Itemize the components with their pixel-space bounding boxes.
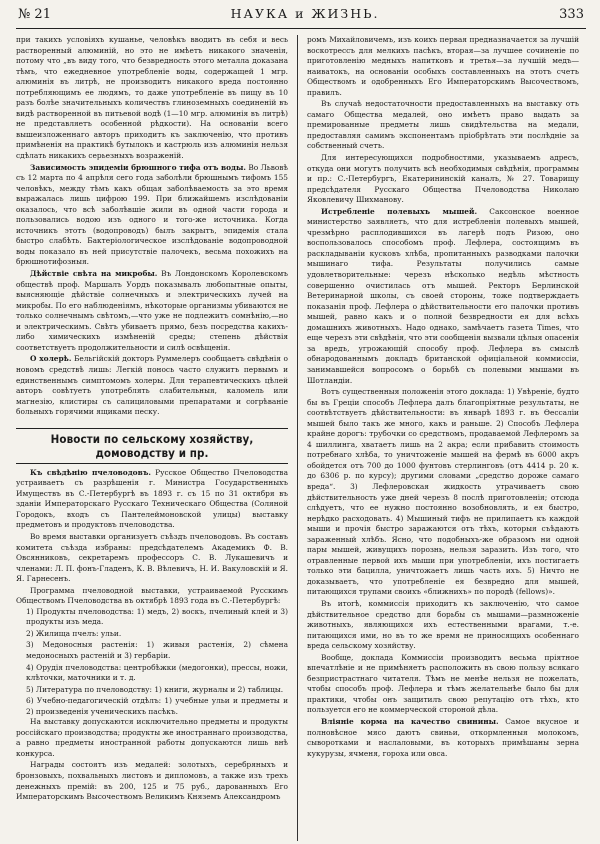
list-item: 6) Учебно-педагогическій отдѣлъ: 1) учебные ульи и предметы и 2) произведенія ученическихъ пасѣкъ. (26, 696, 288, 716)
article-heading: Дѣйствіе свѣта на микробы. (30, 269, 158, 279)
article-body: Самое вкусное и полновѣсное мясо даютъ свиньи, откормленныя молокомъ, сыворотками и наслаловыми, въ которыхъ примѣшаны зерна кукурузы, ячменя, гороха или овса. (307, 717, 579, 758)
exhibition-program-list (16, 607, 288, 717)
article-body: Русское Общество Пчеловодства устраиваетъ съ разрѣшенія г. Министра Государственныхъ Имуществъ въ С.-Петербургѣ въ 1893 г. съ 15 по 31 октября въ зданіи Императорскаго Русскаго Техническаго Общества (Соляной Городокъ, входъ съ Пантелеймоновской улицы) выставку предметовъ и продуктовъ пчеловодства. (16, 467, 288, 530)
article-field-mice (307, 207, 579, 386)
article-light-microbes (16, 269, 288, 353)
paragraph: Вообще, доклада Коммиссіи производитъ весьма пріятное впечатлѣніе и не примѣняетъ расположить въ свою пользу всякаго безпристрастнаго читателя. Тѣмъ не менѣе нельзя не пожелать, чтобы способъ проф. Лефлера и тѣмъ желательнѣе было бы для практики, чтобы онъ защитилъ свою репутацію отъ тѣхъ, кто пользуется его не коммерческой стороной дѣла. (307, 652, 579, 715)
left-column (16, 35, 288, 841)
article-beekeepers (16, 468, 288, 531)
article-body: Бельгійскій докторъ Руммелеръ сообщаетъ свѣдѣнія о новомъ средствѣ лишь: Легкій понось часто служитъ первымъ и единственнымъ симптомомъ холеры. Для терапевтическихъ цѣлей авторъ совѣтуетъ употреблять слабительныя, каломель или магнезію, клистиры съ салициловыми препаратами и согрѣваніе больныхъ горячими ящиками песку. (16, 354, 288, 417)
paragraph: Программа пчеловодной выставки, устраиваемой Русскимъ Обществомъ Пчеловодства въ октябрѣ 1893 года въ С.-Петербургѣ: (16, 585, 288, 606)
page-number: 333 (559, 7, 584, 22)
column-divider (297, 35, 298, 841)
article-body: Во Львовѣ съ 12 марта по 4 апрѣля сего года заболѣли брюшнымъ тифомъ 155 человѣкъ, между тѣмъ какъ общая заболѣваемость за это время выражалась лишь цифрою 199. При ближайшемъ изслѣдованіи оказалось, что всѣ заболѣвшіе жили въ одной части города и пользовались водою изъ одного и того-же источника. Когда источникъ этотъ (водопроводъ) былъ закрытъ, эпидемія стала быстро слабѣть. Бактеріологическое изслѣдованіе водопроводной воды показало въ ней присутствіе палочекъ, весьма похожихъ на брюшнотифозныя. (16, 162, 288, 267)
columns (16, 35, 586, 841)
article-heading: Вліяніе корма на качество свинины. (321, 717, 499, 726)
paragraph: при такихъ условіяхъ кушанье, человѣкъ вводитъ въ себя и весь растворенный алюминій, но это не имѣетъ никакого значенія, потому что „въ виду того, что безвредность этого металла доказана тѣмъ, что ежедневное употребленіе воды, содержащей 1 мгр. алюминія въ литрѣ, не производитъ никакого вреда постоянно потребляющимъ ее людямъ, то даже употребленіе въ пищу въ 10 разъ болѣе значительныхъ количествъ глиноземныхъ соединеній въ видѣ растворенной въ питьевой водѣ (1—10 мгр. алюминія въ литрѣ) не представляетъ особенной рѣдкости). На основаніи всего вышеизложеннаго авторъ приходитъ къ заключенію, что противъ примѣненія на практикѣ бутылокъ и кастрюль изъ алюминія нельзя сдѣлать никакихъ серьезныхъ возраженій. (16, 35, 288, 161)
list-item: 4) Орудія пчеловодства: центробѣжки (медогонки), прессы, ножи, клѣточки, маточники и т. д. (26, 662, 288, 683)
section-header-box (16, 428, 288, 464)
issue-number: № 21 (18, 7, 51, 22)
right-column (307, 35, 579, 841)
paragraph: Для интересующихся подробностями, указываемъ адресъ, откуда они могутъ получить всѣ необходимыя свѣдѣнія, программы и пр.: С.-Петербургъ, Екатерининскій каналъ, № 27. Товарищу предсѣдателя Русскаго Общества Пчеловодства Николаю Яковлевичу Шихманову. (307, 153, 579, 205)
list-item: 3) Медоносныя растенія: 1) живыя растенія, 2) сѣмена медоносныхъ растеній и 3) гербаріи. (26, 640, 288, 660)
article-aluminium-typhoid (16, 163, 288, 268)
list-item: 1) Продукты пчеловодства: 1) медъ, 2) воскъ, пчелиный клей и 3) продукты изъ меда. (26, 606, 288, 627)
journal-title: НАУКА и ЖИЗНЬ. (230, 6, 380, 21)
paragraph: Награды состоятъ изъ медалей: золотыхъ, серебряныхъ и бронзовыхъ, похвальныхъ листовъ и дипломовъ, а также изъ трехъ денежныхъ премій: въ 200, 125 и 75 руб., дарованныхъ Его Императорскимъ Высочествомъ Великимъ Княземъ Александромъ (16, 760, 288, 802)
list-item: 5) Литература по пчеловодству: 1) книги, журналы и 2) таблицы. (26, 684, 284, 694)
article-body: Саксонское военное министерство заявляетъ, что для истребленія полевыхъ мышей, чрезмѣрно расплодившихся въ лагерѣ подъ Ризою, оно воспользовалось способомъ проф. Лефлера, состоящимъ въ раскладываніи кусковъ хлѣба, пропитанныхъ разводками палочки мышинаго тифа. Результаты получились самые удовлетворительные: черезъ нѣсколько недѣль мѣстность совершенно очистилась отъ мышей. Ректоръ Берлинской Ветеринарной школы, съ своей стороны, тоже подтверждаетъ показанія проф. Лефлера о дѣйствительности его палочки противъ мышей, равно какъ и о полной безвредности ея для всѣхъ домашнихъ животныхъ. Надо однако, замѣчаетъ газета Times, что еще черезъ эти свѣдѣнія, что эти сообщенія вызвали цѣлыя опасенія за вредъ, угрожающій способу проф. Лефлера въ смыслѣ обнародованнымъ докладъ британской офиціальной коммиссіи, занимавшейся вопросомъ о борьбѣ съ полевыми мышами въ Шотландіи. (307, 206, 579, 385)
paragraph: Вотъ существенныя положенія этого доклада: 1) Увѣреніе, будто бы въ Греціи способъ Лефлера далъ благопріятные результаты, не соотвѣтствуетъ дѣйствительности: въ январѣ 1893 г. въ Ѳессаліи мышей было такъ же много, какъ и раньше. 2) Способъ Лефлера крайне дорогъ: трубочки со средствомъ, продаваемой Лефлеромъ за 4 шиллинга, хватаетъ лишь на 2 акра; если прибавить стоимость потребнаго хлѣба, то уничтоженіе мышей на фермѣ въ 6000 акръ обойдется отъ 700 до 1000 фунтовъ стерлинговъ (отъ 4414 р. 20 к. до 6306 р. по курсу); другими словами „средство дороже самаго вреда“. 3) Лефлеровская жидкость утрачиваетъ свою дѣйствительность уже дней черезъ 8 послѣ приготовленія; отсюда слѣдуетъ, что ее нужно постоянно возобновлять, и ея быстро, нерѣдко расходовать. 4) Мышиный тифъ не прилипаетъ къ каждой мыши и прочія быстро заражаются отъ тѣхъ, которыя съѣдаютъ зараженный хлѣбъ. Ясно, что подобныхъ-же образомъ ни одной пары мышей, живущихъ порознь, нельзя заразить. Изъ того, что отравленные первой ихъ мыши при употребленіи, ихъ постигаетъ только эти бацилла, уничтожаетъ лишь часть ихъ. 5) Ничто не доказываетъ, что употребленіе ея безвредно для мышей, питающихся трупами своихъ «ближнихъ» по породѣ (fellows)». (307, 387, 579, 597)
paragraph: На выставку допускаются исключительно предметы и продукты россійскаго производства; продукты же иностраннаго производства, а равно предметы иностранной работы допускаются лишь внѣ конкурса. (16, 717, 288, 758)
article-cholera (16, 354, 288, 417)
paragraph: Въ случаѣ недостаточности предоставленныхъ на выставку отъ самаго Общества медалей, оно имѣетъ право выдать за премированные предметы лишь свидѣтельства на медали, предоставляя самимъ экспонентамъ пріобрѣтать эти послѣдніе за собственный счетъ. (307, 99, 579, 151)
article-heading: Къ свѣдѣнію пчеловодовъ. (30, 467, 151, 477)
header-rule (16, 28, 586, 29)
article-heading: Истребленіе полевыхъ мышей. (321, 206, 478, 216)
paragraph: Во время выставки организуетъ съѣздъ пчеловодовъ. Въ составъ комитета съѣзда избраны: предсѣдателемъ Академикъ Ф. В. Овсянниковъ, секретаремъ профессоръ С. В. Лукашевичъ и членами: Л. П. фонъ-Гладенъ, К. В. Вѣлевичъ, Н. И. Вакуловскій и Я. Я. Гарнесенъ. (16, 531, 288, 584)
article-pork-quality (307, 717, 579, 759)
article-heading: Зависимость эпидеміи брюшного тифа отъ воды. (30, 162, 246, 172)
page-header (16, 6, 586, 26)
article-heading: О холерѣ. (30, 354, 72, 364)
section-title: Новости по сельскому хозяйству, домоводству и пр. (50, 431, 254, 460)
paragraph: Въ итогѣ, коммиссія приходитъ къ заключенію, что самое дѣйствительное средство для борьбы съ мышами—размноженіе животныхъ, являющихся ихъ естественными врагами, т.-е. питающихся ими, но въ то же время не приносящихъ особеннаго вреда сельскому хозяйству. (307, 598, 579, 651)
article-body: Въ Лондонскомъ Королевскомъ обществѣ проф. Маршалъ Уордъ показывалъ любопытные опыты, выясняющіе дѣйствіе солнечныхъ и электрическихъ лучей на микробы. По его наблюденіямъ, нѣкоторые организмы убиваются не только солнечнымъ свѣтомъ,—что уже не подлежитъ сомнѣнію,—но и электрическимъ. Свѣтъ убиваетъ прямо, безъ посредства какихъ-либо химическихъ измѣненій среды; степень дѣйствія соответствуетъ продолжительности и силѣ освѣщенія. (16, 269, 288, 352)
list-item: 2) Жилища пчелъ: ульи. (26, 628, 122, 638)
paragraph: ромъ Михайловичемъ, изъ коихъ первая предназначается за лучшій воскотрессъ для мелкихъ пасѣкъ, вторая—за лучшее сочиненіе по приготовленію медныхъ напитковъ и третья—за лучшій медъ—наиватокъ, на основаніи особыхъ составленныхъ на этотъ счетъ Обществомъ и одобренныхъ Его Императорскимъ Высочествомъ, правилъ. (307, 35, 579, 97)
